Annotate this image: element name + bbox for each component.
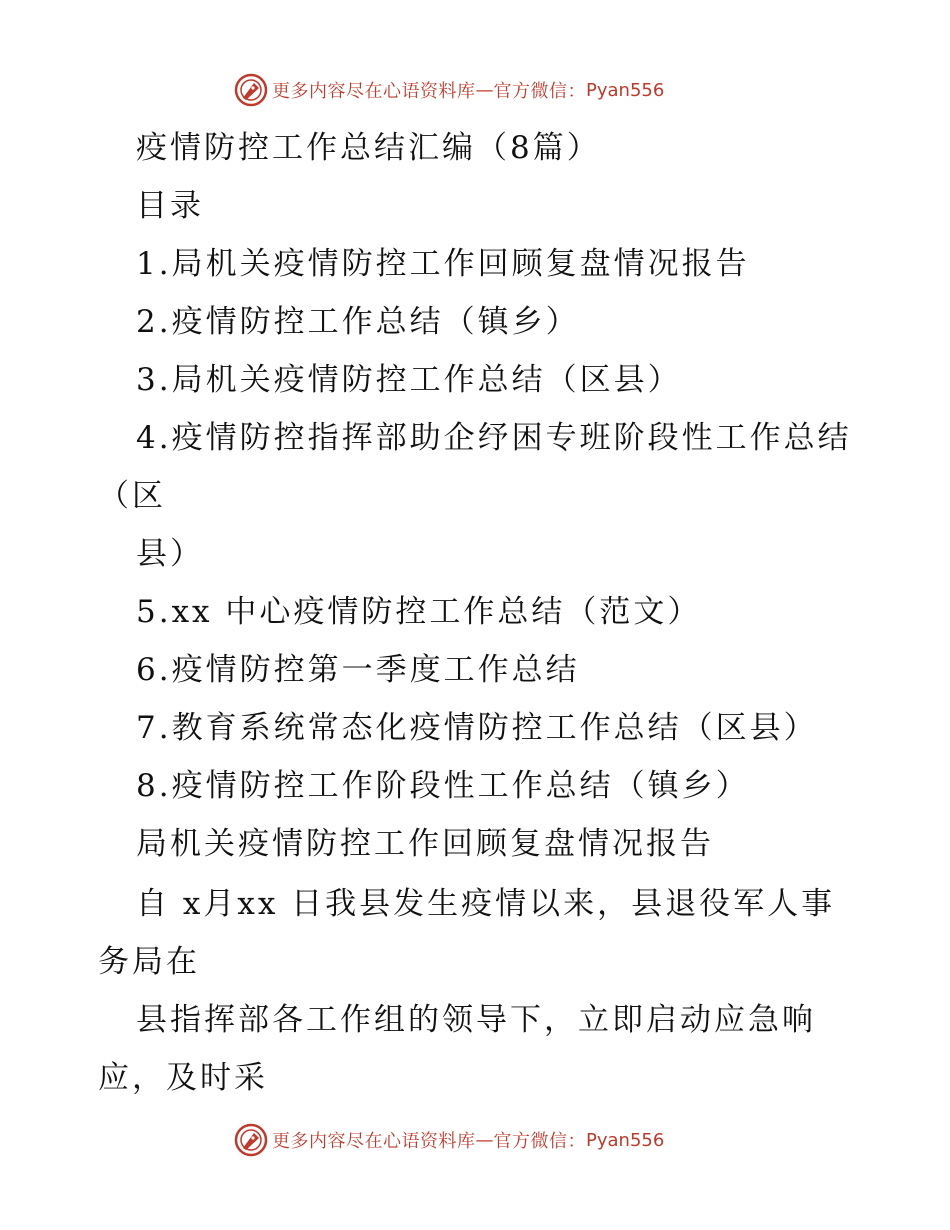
toc-item: 6.疫情防控第一季度工作总结 [136,652,580,688]
section-title: 局机关疫情防控工作回顾复盘情况报告 [136,826,714,862]
document-title: 疫情防控工作总结汇编（8篇） [136,130,601,166]
watermark-separator: — [475,1129,494,1151]
watermark-label: 官方微信： [493,1131,586,1152]
watermark-header [234,72,664,108]
body-line: 自 x月xx 日我县发生疫情以来，县退役军人事 [136,886,836,922]
watermark-label: 官方微信： [493,81,586,102]
watermark-text: 更多内容尽在心语资料库 [272,1131,476,1152]
watermark-account: Pyan556 [586,79,665,101]
body-line: 应，及时采 [98,1060,268,1096]
toc-item: 3.局机关疫情防控工作总结（区县） [136,362,682,398]
toc-item: 1.局机关疫情防控工作回顾复盘情况报告 [136,246,750,282]
toc-item: 5.xx 中心疫情防控工作总结（范文） [136,594,702,630]
body-line: 县指挥部各工作组的领导下，立即启动应急响 [136,1002,816,1038]
pen-nib-circle-icon [234,1123,268,1157]
toc-item: 7.教育系统常态化疫情防控工作总结（区县） [136,710,818,746]
watermark-text: 更多内容尽在心语资料库 [272,81,476,102]
toc-item: 8.疫情防控工作阶段性工作总结（镇乡） [136,768,750,804]
toc-item-wrap: 县） [136,536,204,572]
pen-nib-circle-icon [234,73,268,107]
watermark-footer [234,1122,664,1158]
body-line: 务局在 [98,944,200,980]
toc-item: 4.疫情防控指挥部助企纾困专班阶段性工作总结 [136,420,852,456]
watermark-account: Pyan556 [586,1129,665,1151]
toc-heading: 目录 [136,188,204,224]
toc-item-wrap: （区 [98,478,166,514]
watermark-separator: — [475,79,494,101]
toc-item: 2.疫情防控工作总结（镇乡） [136,304,580,340]
